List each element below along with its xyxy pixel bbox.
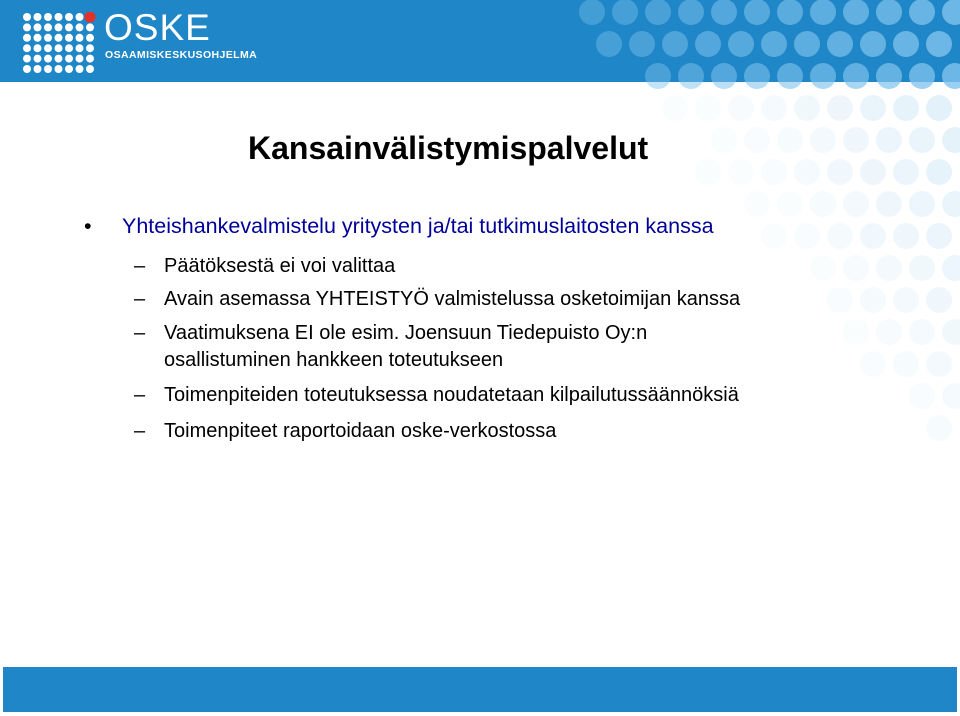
logo-dot <box>44 44 52 52</box>
decorative-dot <box>744 127 770 153</box>
logo-wordmark: OSKE <box>104 7 211 48</box>
decorative-dot <box>794 159 820 185</box>
decorative-dot <box>711 63 737 89</box>
decorative-dot <box>728 31 754 57</box>
decorative-dot <box>942 383 960 409</box>
dash-icon: – <box>134 384 146 406</box>
decorative-dot <box>711 0 737 25</box>
logo-dot <box>65 55 73 63</box>
decorative-dot <box>860 223 886 249</box>
logo-dot <box>86 44 94 52</box>
logo-dot <box>34 13 42 21</box>
sub-item-text: Avain asemassa YHTEISTYÖ valmistelussa osketoimijan kanssa <box>164 288 741 310</box>
decorative-dot <box>596 31 622 57</box>
sub-item-text: Vaatimuksena EI ole esim. Joensuun Tiedepuisto Oy:n <box>164 322 648 344</box>
logo-dot <box>65 44 73 52</box>
decorative-dot <box>728 95 754 121</box>
decorative-dot <box>810 191 836 217</box>
decorative-dot <box>827 223 853 249</box>
dash-icon: – <box>134 288 146 310</box>
decorative-dot <box>843 191 869 217</box>
decorative-dot <box>876 191 902 217</box>
decorative-dot <box>810 255 836 281</box>
decorative-dot <box>926 287 952 313</box>
decorative-dot <box>942 63 960 89</box>
decorative-dot <box>909 319 935 345</box>
decorative-dot <box>926 159 952 185</box>
decorative-dot <box>777 127 803 153</box>
logo-dot <box>55 13 63 21</box>
decorative-dot <box>579 0 605 25</box>
decorative-dot <box>860 351 886 377</box>
logo-dot <box>34 55 42 63</box>
logo-dot <box>23 65 31 73</box>
logo-dot <box>23 55 31 63</box>
logo-dot <box>65 65 73 73</box>
decorative-dot <box>843 0 869 25</box>
decorative-dot <box>926 95 952 121</box>
dash-icon: – <box>134 255 146 277</box>
logo-dot <box>44 65 52 73</box>
logo-dot <box>44 13 52 21</box>
decorative-dot <box>728 159 754 185</box>
slide-title: Kansainvälistymispalvelut <box>248 130 649 166</box>
decorative-dot <box>860 287 886 313</box>
logo-dot <box>44 34 52 42</box>
logo-dot <box>34 65 42 73</box>
sub-item-text: Päätöksestä ei voi valittaa <box>164 255 396 277</box>
decorative-dot <box>777 0 803 25</box>
decorative-dot <box>744 0 770 25</box>
decorative-dot <box>843 127 869 153</box>
decorative-dot <box>612 0 638 25</box>
logo-dot <box>55 65 63 73</box>
logo-dot <box>23 13 31 21</box>
logo-dot <box>76 65 84 73</box>
logo-dot <box>76 13 84 21</box>
sub-item-text: Toimenpiteet raportoidaan oske-verkostossa <box>164 420 557 442</box>
logo-subtitle: OSAAMISKESKUSOHJELMA <box>105 49 258 61</box>
logo-dot <box>34 34 42 42</box>
decorative-dot <box>678 0 704 25</box>
decorative-dot <box>843 255 869 281</box>
decorative-dot <box>893 31 919 57</box>
decorative-dot <box>761 95 787 121</box>
decorative-dot <box>645 0 671 25</box>
decorative-dot <box>629 31 655 57</box>
logo-dot <box>65 23 73 31</box>
decorative-dot <box>810 127 836 153</box>
logo-dot <box>55 34 63 42</box>
decorative-dot <box>893 159 919 185</box>
decorative-dot <box>678 63 704 89</box>
decorative-dot <box>695 31 721 57</box>
decorative-dot <box>662 95 688 121</box>
decorative-dot <box>942 319 960 345</box>
decorative-dot <box>827 159 853 185</box>
decorative-dot <box>909 255 935 281</box>
decorative-dot <box>794 31 820 57</box>
decorative-dot <box>711 127 737 153</box>
decorative-dot <box>843 63 869 89</box>
logo-dot <box>55 23 63 31</box>
logo-dot <box>86 23 94 31</box>
logo-dot <box>76 44 84 52</box>
logo-dot <box>65 13 73 21</box>
decorative-dot <box>794 223 820 249</box>
decorative-dot <box>909 63 935 89</box>
decorative-dot <box>909 191 935 217</box>
decorative-dot <box>761 159 787 185</box>
decorative-dot <box>893 223 919 249</box>
decorative-dot <box>860 95 886 121</box>
main-bullet-text: Yhteishankevalmistelu yritysten ja/tai tutkimuslaitosten kanssa <box>122 214 714 238</box>
decorative-dot <box>645 63 671 89</box>
logo-dot <box>34 23 42 31</box>
logo-dot <box>76 23 84 31</box>
decorative-dot <box>942 127 960 153</box>
footer-band <box>3 667 957 712</box>
decorative-dot <box>942 0 960 25</box>
decorative-dot <box>876 0 902 25</box>
sub-item-text-continued: osallistuminen hankkeen toteutukseen <box>164 349 504 371</box>
dash-icon: – <box>134 420 146 442</box>
decorative-dot <box>662 31 688 57</box>
decorative-dot <box>794 95 820 121</box>
logo-dot <box>65 34 73 42</box>
decorative-dot <box>876 127 902 153</box>
logo-red-dot <box>85 12 96 23</box>
decorative-dot <box>876 63 902 89</box>
decorative-dot <box>777 191 803 217</box>
decorative-dot <box>909 127 935 153</box>
decorative-dot <box>926 351 952 377</box>
logo-dot <box>86 55 94 63</box>
decorative-dot <box>744 63 770 89</box>
decorative-dot <box>893 351 919 377</box>
decorative-dot <box>744 191 770 217</box>
decorative-dot <box>695 95 721 121</box>
decorative-dot <box>909 383 935 409</box>
decorative-dot <box>860 159 886 185</box>
logo-dot <box>23 23 31 31</box>
sub-item-text: Toimenpiteiden toteutuksessa noudatetaan kilpailutussäännöksiä <box>164 384 739 406</box>
logo-dot <box>44 55 52 63</box>
logo-dot <box>86 34 94 42</box>
dash-icon: – <box>134 322 146 344</box>
decorative-dot <box>876 319 902 345</box>
decorative-dot <box>860 31 886 57</box>
logo-dot <box>76 55 84 63</box>
decorative-dot <box>893 95 919 121</box>
decorative-dot <box>942 255 960 281</box>
decorative-dot <box>876 255 902 281</box>
logo-dot <box>55 55 63 63</box>
logo-dot <box>86 65 94 73</box>
decorative-dot <box>942 191 960 217</box>
decorative-dot <box>926 415 952 441</box>
decorative-dot <box>777 63 803 89</box>
decorative-dot <box>761 31 787 57</box>
logo-dot <box>44 23 52 31</box>
decorative-dot <box>695 159 721 185</box>
oske-logo <box>22 7 262 74</box>
decorative-dot <box>827 287 853 313</box>
decorative-dot <box>893 287 919 313</box>
decorative-dot <box>810 63 836 89</box>
logo-dot <box>34 44 42 52</box>
logo-dot-grid-icon <box>22 12 98 74</box>
decorative-dot <box>909 0 935 25</box>
logo-dot <box>23 44 31 52</box>
decorative-dot <box>827 31 853 57</box>
decorative-dot <box>843 319 869 345</box>
logo-dot <box>55 44 63 52</box>
decorative-dot <box>810 0 836 25</box>
decorative-dot <box>926 31 952 57</box>
logo-dot <box>23 34 31 42</box>
bullet-icon: • <box>84 214 92 238</box>
decorative-dot <box>926 223 952 249</box>
logo-dot <box>76 34 84 42</box>
decorative-dot <box>827 95 853 121</box>
decorative-dot <box>761 223 787 249</box>
